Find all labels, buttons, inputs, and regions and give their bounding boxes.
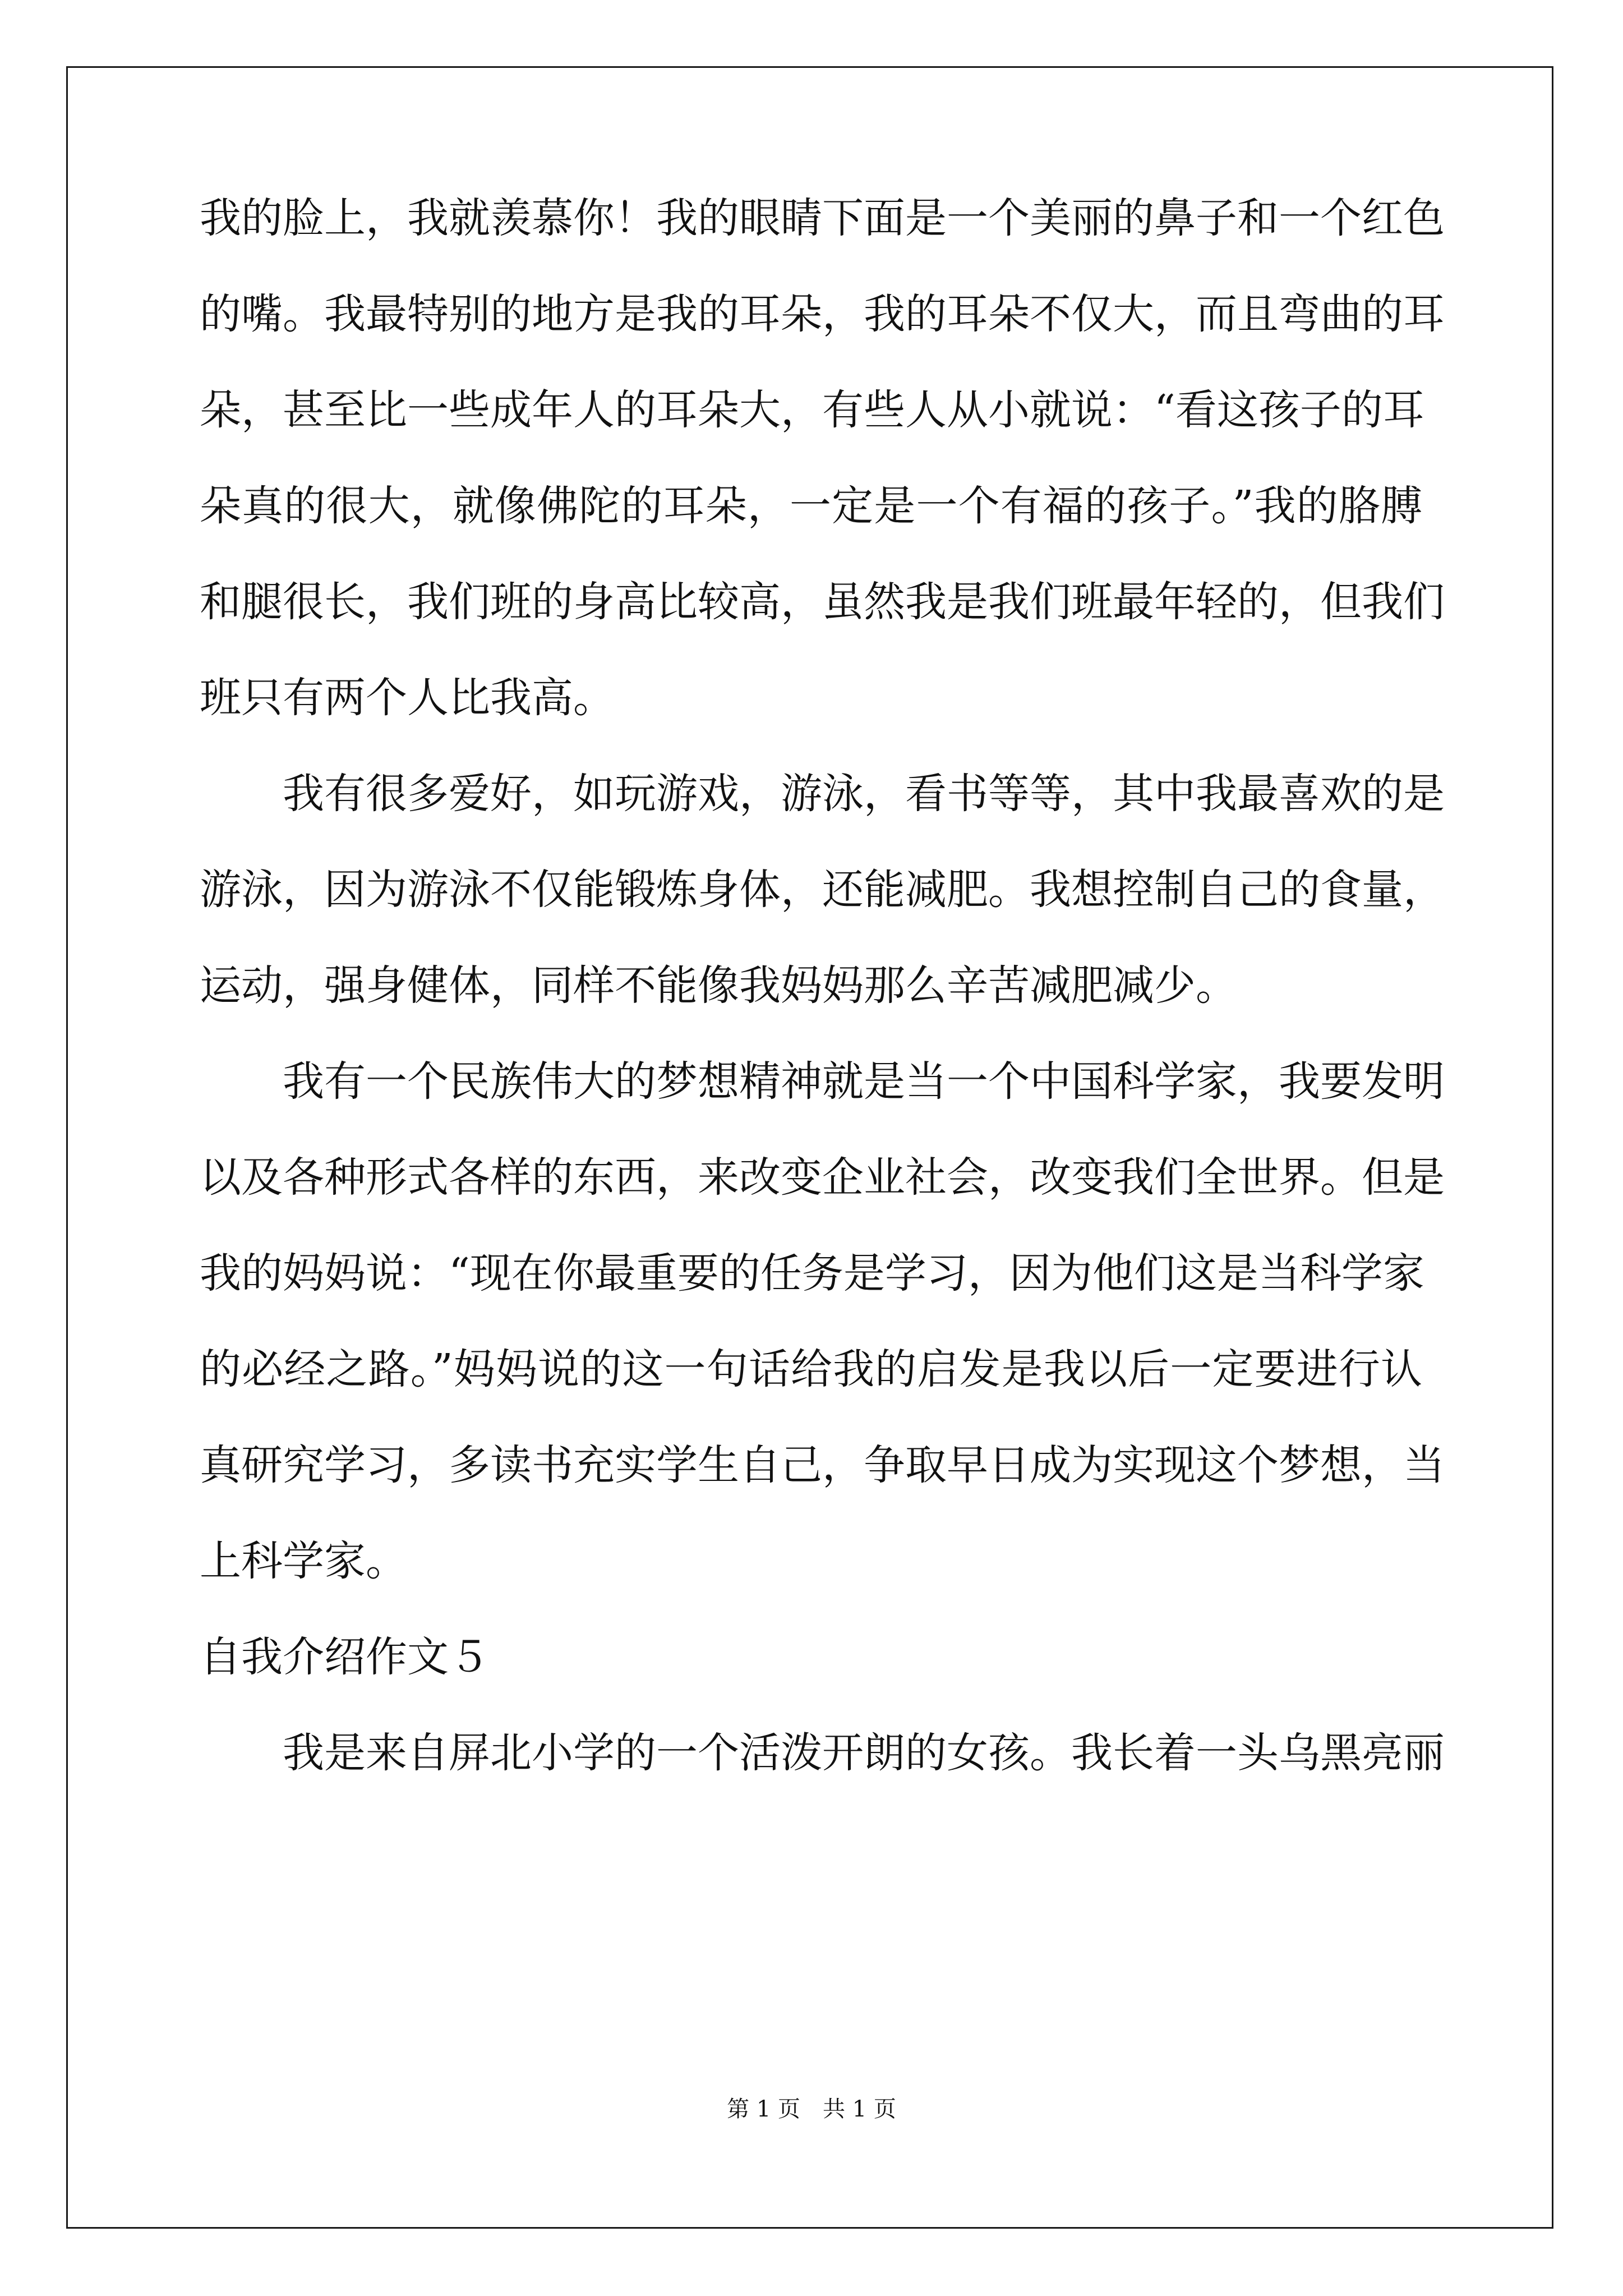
text-line: 上科学家。: [200, 1537, 407, 1585]
paragraph-first-line: 我有一个民族伟大的梦想精神就是当一个中国科学家，我要发明: [283, 1057, 1445, 1106]
text-line: 运动，强身健体，同样不能像我妈妈那么辛苦减肥减少。: [200, 961, 1237, 1010]
text-line: 游泳，因为游泳不仅能锻炼身体，还能减肥。我想控制自己的食量，: [200, 866, 1445, 914]
page-footer: [0, 2098, 1623, 2120]
document-body: [200, 194, 1445, 1828]
page-number-label: 第 1 页 共 1 页: [727, 2096, 896, 2122]
paragraph-first-line: 我有很多爱好，如玩游戏，游泳，看书等等，其中我最喜欢的是: [283, 770, 1445, 818]
text-line: 真研究学习，多读书充实学生自己，争取早日成为实现这个梦想，当: [200, 1441, 1445, 1489]
text-line: 朵，甚至比一些成年人的耳朵大，有些人从小就说：“看这孩子的耳: [200, 386, 1424, 434]
section-heading: 自我介绍作文５: [200, 1633, 490, 1681]
paragraph-first-line: 我是来自屏北小学的一个活泼开朗的女孩。我长着一头乌黑亮丽: [283, 1729, 1445, 1777]
text-line: 和腿很长，我们班的身高比较高，虽然我是我们班最年轻的，但我们: [200, 578, 1445, 626]
text-line: 我的脸上，我就羡慕你！我的眼睛下面是一个美丽的鼻子和一个红色: [200, 194, 1445, 242]
text-line: 的嘴。我最特别的地方是我的耳朵，我的耳朵不仅大，而且弯曲的耳: [200, 290, 1445, 338]
text-line: 朵真的很大，就像佛陀的耳朵，一定是一个有福的孩子。”我的胳膊: [200, 482, 1422, 530]
text-line: 班只有两个人比我高。: [200, 674, 615, 722]
text-line: 的必经之路。”妈妈说的这一句话给我的启发是我以后一定要进行认: [200, 1345, 1422, 1393]
text-line: 以及各种形式各样的东西，来改变企业社会，改变我们全世界。但是: [200, 1153, 1445, 1202]
text-line: 我的妈妈说：“现在你最重要的任务是学习，因为他们这是当科学家: [200, 1249, 1424, 1297]
